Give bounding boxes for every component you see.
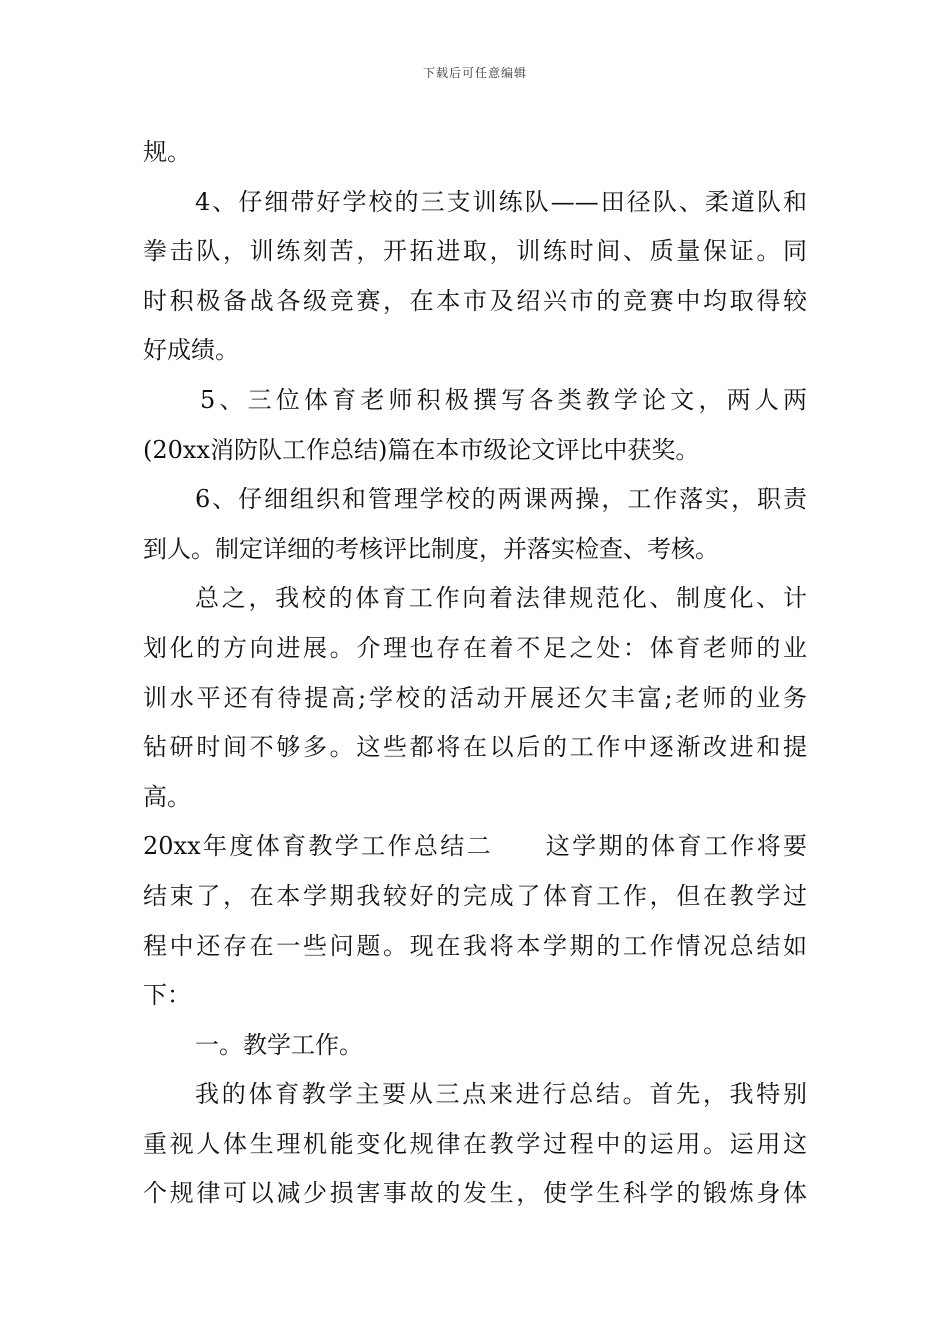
text-line: 5、三位体育老师积极撰写各类教学论文，两人两 [200,385,807,414]
text-line: 好成绩。 [143,336,239,365]
text-line: 训水平还有待提高;学校的活动开展还欠丰富;老师的业务 [143,683,807,712]
text-line: 到人。制定详细的考核评比制度，并落实检查、考核。 [143,534,719,563]
document-body [143,128,807,1219]
text-line: 结束了，在本学期我较好的完成了体育工作，但在教学过 [143,881,807,910]
text-line: 4、仔细带好学校的三支训练队——田径队、柔道队和 [195,187,807,216]
section-heading: 一。教学工作。 [195,1030,363,1059]
text-line: 钻研时间不够多。这些都将在以后的工作中逐渐改进和提 [143,733,807,762]
text-line: (20xx消防队工作总结)篇在本市级论文评比中获奖。 [143,435,700,464]
text-line: 规。 [143,138,191,166]
text-line: 下： [143,981,191,1010]
text-line: 程中还存在一些问题。现在我将本学期的工作情况总结如 [143,931,807,960]
text-line: 拳击队，训练刻苦，开拓进取，训练时间、质量保证。同 [143,237,807,266]
text-line: 个规律可以减少损害事故的发生，使学生科学的锻炼身体 [143,1179,807,1208]
text-line: 我的体育教学主要从三点来进行总结。首先，我特别 [195,1080,807,1109]
page-header: 下载后可任意编辑 [422,66,527,80]
text-line: 总之，我校的体育工作向着法律规范化、制度化、计 [195,584,807,613]
text-line: 时积极备战各级竞赛，在本市及绍兴市的竞赛中均取得较 [143,286,807,315]
text-line: 6、仔细组织和管理学校的两课两操，工作落实，职责 [195,485,807,514]
text-line: 重视人体生理机能变化规律在教学过程中的运用。运用这 [143,1129,807,1158]
text-line: 高。 [143,782,191,811]
text-line: 划化的方向进展。介理也存在着不足之处：体育老师的业 [143,633,807,662]
text-line: 20xx年度体育教学工作总结二 这学期的体育工作将要 [143,832,807,861]
